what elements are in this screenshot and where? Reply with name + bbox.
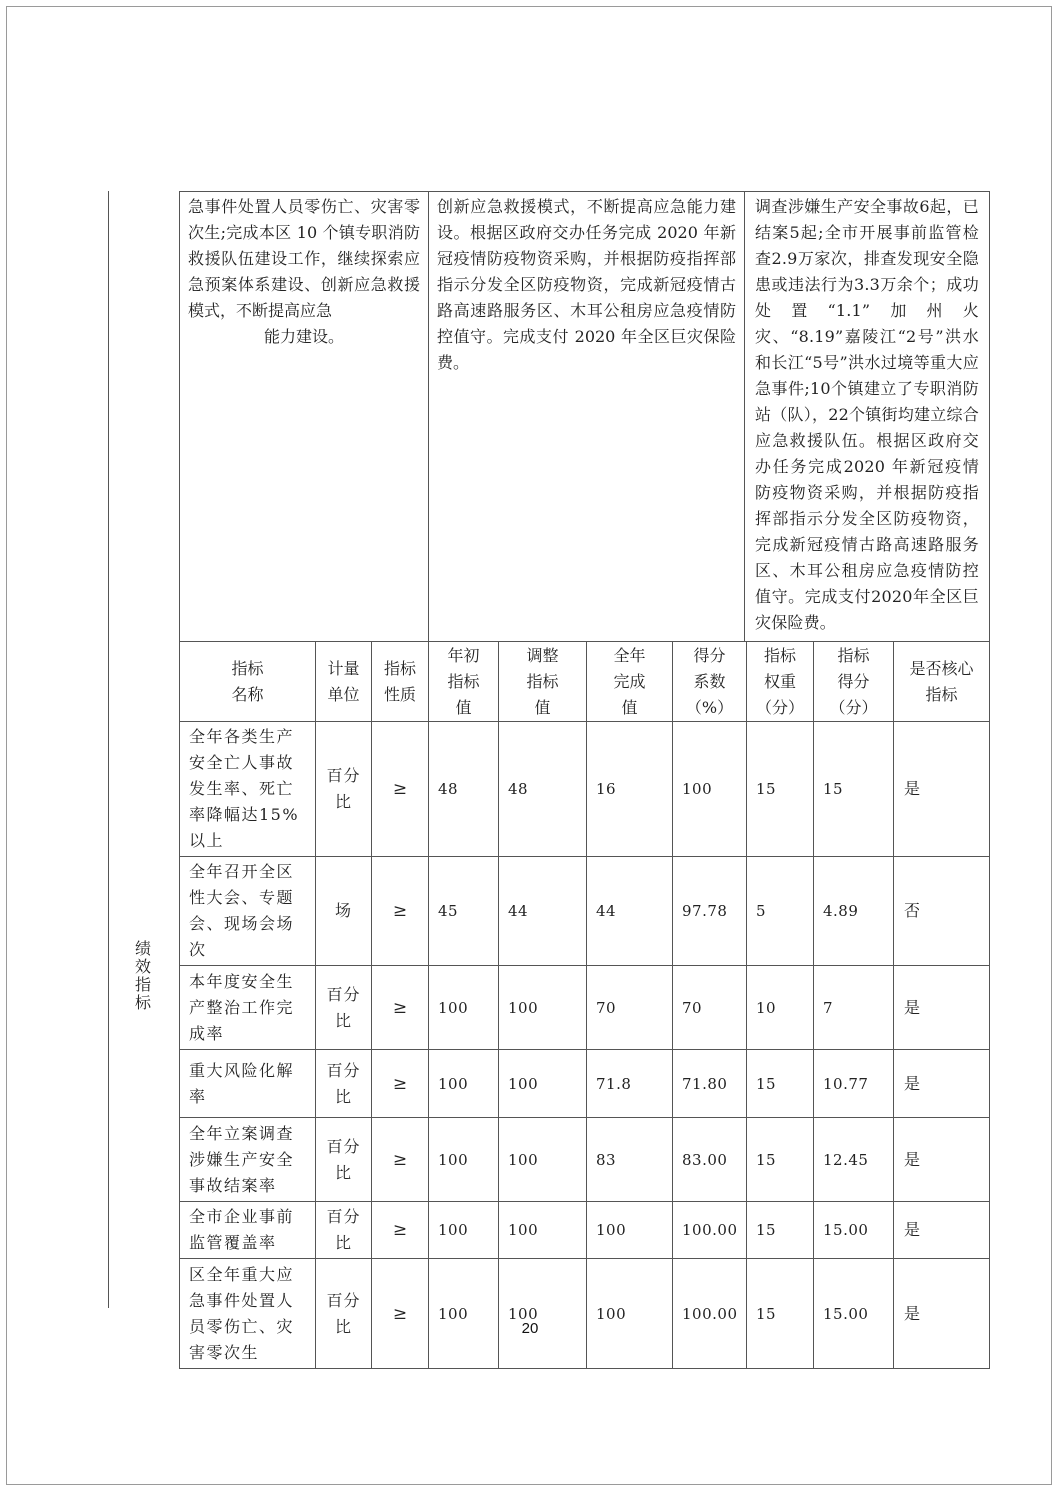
goal-text-tail: 能力建设。 xyxy=(263,327,344,346)
metric-completed-cell: 100 xyxy=(587,1259,673,1369)
metric-unit-cell: 百分比 xyxy=(316,1118,372,1202)
metric-core-cell: 是 xyxy=(894,722,990,857)
page-number: 20 xyxy=(521,1320,539,1337)
metric-row xyxy=(180,722,990,857)
metric-initial-cell: 100 xyxy=(429,1118,499,1202)
metric-score-cell: 15.00 xyxy=(814,1202,894,1259)
metric-completed-cell: 16 xyxy=(587,722,673,857)
metric-row xyxy=(180,966,990,1050)
section-label: 绩效指标 xyxy=(134,939,151,1012)
metric-name-cell: 全市企业事前监管覆盖率 xyxy=(180,1202,316,1259)
metric-coef-cell: 97.78 xyxy=(673,857,747,966)
metric-unit-cell: 百分比 xyxy=(316,966,372,1050)
metric-name-cell: 本年度安全生产整治工作完成率 xyxy=(180,966,316,1050)
metric-completed-cell: 71.8 xyxy=(587,1050,673,1118)
metric-adjusted-cell: 100 xyxy=(499,1259,587,1369)
continuation-goal-cell xyxy=(180,192,429,642)
metric-score-cell: 10.77 xyxy=(814,1050,894,1118)
metric-score-cell: 12.45 xyxy=(814,1118,894,1202)
metric-nature-cell: ≥ xyxy=(372,1259,429,1369)
metric-weight-cell: 15 xyxy=(747,722,814,857)
metric-row xyxy=(180,1118,990,1202)
metric-nature-cell: ≥ xyxy=(372,966,429,1050)
metric-name-cell: 全年各类生产安全亡人事故发生率、死亡率降幅达15%以上 xyxy=(180,722,316,857)
metric-coef-cell: 100.00 xyxy=(673,1259,747,1369)
metric-nature-cell: ≥ xyxy=(372,1050,429,1118)
metric-core-cell: 是 xyxy=(894,1118,990,1202)
metric-adjusted-cell: 100 xyxy=(499,1202,587,1259)
metric-completed-cell: 100 xyxy=(587,1202,673,1259)
metric-weight-cell: 15 xyxy=(747,1259,814,1369)
metric-nature-cell: ≥ xyxy=(372,1118,429,1202)
metric-score-cell: 15.00 xyxy=(814,1259,894,1369)
metric-row xyxy=(180,857,990,966)
header-unit: 计量 单位 xyxy=(316,642,372,722)
metric-name-cell: 区全年重大应急事件处置人员零伤亡、灾害零次生 xyxy=(180,1259,316,1369)
metric-nature-cell: ≥ xyxy=(372,857,429,966)
continuation-row xyxy=(180,192,990,642)
goal-text: 急事件处置人员零伤亡、灾害零次生;完成本区 10 个镇专职消防救援队伍建设工作，继续探索应急预案体系建设、创新应急救援模式，不断提高应急 xyxy=(188,197,420,320)
metric-weight-cell: 10 xyxy=(747,966,814,1050)
metric-weight-cell: 15 xyxy=(747,1202,814,1259)
continuation-plan-cell: 创新应急救援模式，不断提高应急能力建设。根据区政府交办任务完成 2020 年新冠疫情防疫物资采购，并根据防疫指挥部指示分发全区防疫物资，完成新冠疫情古路高速路服务区、木耳公租房应急疫情防控值守。完成支付 2020 年全区巨灾保险费。 xyxy=(429,192,745,642)
metric-initial-cell: 100 xyxy=(429,1259,499,1369)
metric-unit-cell: 百分比 xyxy=(316,1259,372,1369)
metric-core-cell: 是 xyxy=(894,966,990,1050)
metric-coef-cell: 100 xyxy=(673,722,747,857)
metric-unit-cell: 百分比 xyxy=(316,1050,372,1118)
metric-adjusted-cell: 48 xyxy=(499,722,587,857)
metric-initial-cell: 100 xyxy=(429,1202,499,1259)
metric-weight-cell: 15 xyxy=(747,1050,814,1118)
metric-unit-cell: 场 xyxy=(316,857,372,966)
metric-score-cell: 4.89 xyxy=(814,857,894,966)
metric-adjusted-cell: 100 xyxy=(499,1118,587,1202)
header-core: 是否核心 指标 xyxy=(894,642,990,722)
metric-coef-cell: 70 xyxy=(673,966,747,1050)
metric-nature-cell: ≥ xyxy=(372,722,429,857)
metric-name-cell: 全年立案调查涉嫌生产安全事故结案率 xyxy=(180,1118,316,1202)
metric-core-cell: 是 xyxy=(894,1259,990,1369)
metric-completed-cell: 44 xyxy=(587,857,673,966)
metric-weight-cell: 5 xyxy=(747,857,814,966)
continuation-table xyxy=(179,191,990,642)
metric-row xyxy=(180,1050,990,1118)
metric-core-cell: 是 xyxy=(894,1050,990,1118)
metric-initial-cell: 100 xyxy=(429,1050,499,1118)
metric-completed-cell: 70 xyxy=(587,966,673,1050)
metric-score-cell: 7 xyxy=(814,966,894,1050)
metric-core-cell: 是 xyxy=(894,1202,990,1259)
continuation-result-cell: 调查涉嫌生产安全事故6起，已结案5起;全市开展事前监管检查2.9万家次，排查发现安全隐患或违法行为3.3万余个；成功处置“1.1”加州火灾、“8.19”嘉陵江“2号”洪水和长江“5号”洪水过境等重大应急事件;10个镇建立了专职消防站（队），22个镇街均建立综合应急救援队伍。根据区政府交办任务完成2020 年新冠疫情防疫物资采购，并根据防疫指挥部指示分发全区防疫物资，完成新冠疫情古路高速路服务区、木耳公租房应急疫情防控值守。完成支付2020年全区巨灾保险费。 xyxy=(745,192,990,642)
metric-score-cell: 15 xyxy=(814,722,894,857)
metric-unit-cell: 百分比 xyxy=(316,722,372,857)
metric-weight-cell: 15 xyxy=(747,1118,814,1202)
metric-row xyxy=(180,1202,990,1259)
metric-coef-cell: 71.80 xyxy=(673,1050,747,1118)
metric-name-cell: 全年召开全区性大会、专题会、现场会场次 xyxy=(180,857,316,966)
header-row xyxy=(180,642,990,722)
header-name: 指标 名称 xyxy=(180,642,316,722)
metric-coef-cell: 100.00 xyxy=(673,1202,747,1259)
metric-initial-cell: 100 xyxy=(429,966,499,1050)
metric-adjusted-cell: 100 xyxy=(499,966,587,1050)
metric-completed-cell: 83 xyxy=(587,1118,673,1202)
header-nature: 指标 性质 xyxy=(372,642,429,722)
metric-initial-cell: 48 xyxy=(429,722,499,857)
header-adjusted: 调整 指标 值 xyxy=(499,642,587,722)
metric-name-cell: 重大风险化解率 xyxy=(180,1050,316,1118)
header-coef: 得分 系数 （%） xyxy=(673,642,747,722)
header-initial: 年初 指标 值 xyxy=(429,642,499,722)
metric-unit-cell: 百分比 xyxy=(316,1202,372,1259)
metric-adjusted-cell: 44 xyxy=(499,857,587,966)
metric-initial-cell: 45 xyxy=(429,857,499,966)
metric-core-cell: 否 xyxy=(894,857,990,966)
header-score: 指标 得分 （分） xyxy=(814,642,894,722)
metric-coef-cell: 83.00 xyxy=(673,1118,747,1202)
header-weight: 指标 权重 （分） xyxy=(747,642,814,722)
metric-nature-cell: ≥ xyxy=(372,1202,429,1259)
metrics-table xyxy=(179,641,990,1369)
metric-adjusted-cell: 100 xyxy=(499,1050,587,1118)
left-border-rule xyxy=(108,191,109,1308)
metric-row xyxy=(180,1259,990,1369)
header-completed: 全年 完成 值 xyxy=(587,642,673,722)
